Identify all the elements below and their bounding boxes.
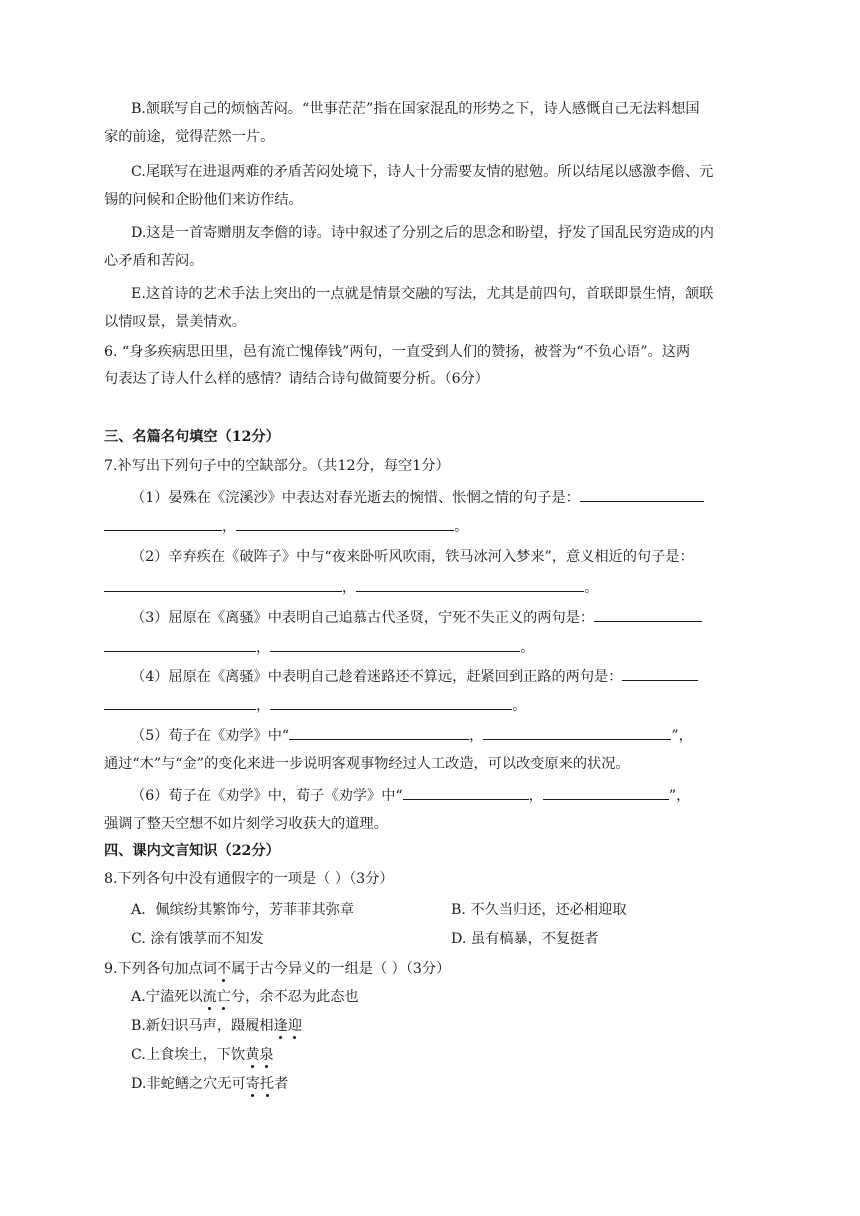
q9-stem-not-dotted: 不 <box>216 961 232 977</box>
q7-blank-2b[interactable] <box>356 577 584 592</box>
q6-line2: 句表达了诗人什么样的感情？请结合诗句做简要分析。（6分） <box>104 371 489 387</box>
q9-option-c <box>131 1045 274 1065</box>
q5-option-b-line1: B.颔联写自己的烦恼苦闷。“世事茫茫”指在国家混乱的形势之下，诗人感慨自己无法料想国 <box>131 101 700 117</box>
q5-option-d-line2: 心矛盾和苦闷。 <box>104 253 204 269</box>
q9-stem-pre: 9.下列各句加点词 <box>104 961 217 977</box>
q9-option-d <box>131 1074 288 1094</box>
period: 。 <box>512 698 527 714</box>
q7-item-4-text: （4）屈原在《离骚》中表明自己趁着迷路还不算远，赶紧回到正路的两句是： <box>131 669 623 685</box>
q9-b-text: B.新妇识马声，蹑履相 <box>131 1018 274 1034</box>
q7-item-5-line2: 通过“木”与“金”的变化来进一步说明客观事物经过人工改造，可以改变原来的状况。 <box>104 756 630 772</box>
period: 。 <box>584 580 599 596</box>
q5-option-c-line2: 锡的问候和企盼他们来访作结。 <box>104 192 303 208</box>
q7-blank-4a[interactable] <box>622 666 698 681</box>
q9-option-b <box>131 1016 302 1036</box>
q9-a-text: A.宁溘死以 <box>131 989 203 1005</box>
section-4-heading: 四、课内文言知识（22分） <box>104 843 280 859</box>
q7-item-4 <box>131 666 698 687</box>
q8-option-a: A．佩缤纷其繁饰兮，芳菲菲其弥章 <box>131 902 355 918</box>
q7-item-6-text: （6）荀子在《劝学》中，荀子《劝学》中“ <box>131 788 403 804</box>
comma: ， <box>528 788 543 804</box>
q7-blank-6a[interactable] <box>403 785 529 800</box>
q7-blank-1c[interactable] <box>236 516 454 531</box>
q9-stem <box>104 959 450 979</box>
q7-blank-1a[interactable] <box>580 487 704 502</box>
dotted-char: 托 <box>259 1076 275 1092</box>
q7-blank-2a[interactable] <box>104 577 342 592</box>
q7-item-1 <box>131 487 704 508</box>
q9-d-text: D.非蛇鳝之穴无可 <box>131 1076 246 1092</box>
q7-item-6-line2: 强调了整天空想不如片刻学习收获大的道理。 <box>104 816 388 832</box>
close-quote: ”， <box>671 728 693 744</box>
q7-blank-6b[interactable] <box>543 785 669 800</box>
q7-stem: 7.补写出下列句子中的空缺部分。（共12分，每空1分） <box>104 458 450 474</box>
q9-stem-post: 属于古今异义的一组是（ ）（3分） <box>231 961 451 977</box>
q7-item-5-text: （5）荀子在《劝学》中“ <box>131 728 290 744</box>
dotted-char: 亡 <box>216 989 231 1005</box>
q5-option-e-line1: E.这首诗的艺术手法上突出的一点就是情景交融的写法，尤其是前四句，首联即景生情，颔联 <box>131 286 714 302</box>
dotted-char: 黄 <box>245 1047 260 1063</box>
q7-blank-3b[interactable] <box>104 637 256 652</box>
comma: ， <box>469 728 484 744</box>
q7-blank-3c[interactable] <box>270 637 520 652</box>
q8-option-c: C. 涂有饿莩而不知发 <box>131 931 264 947</box>
q5-option-c-line1: C.尾联写在进退两难的矛盾苦闷处境下，诗人十分需要友情的慰勉。所以结尾以感激李儋、元 <box>131 164 714 180</box>
q8-stem: 8.下列各句中没有通假字的一项是（ ）（3分） <box>104 871 394 887</box>
section-3-heading: 三、名篇名句填空（12分） <box>104 429 280 445</box>
q7-item-3-text: （3）屈原在《离骚》中表明自己追慕古代圣贤，宁死不失正义的两句是： <box>131 610 595 626</box>
q5-option-e-line2: 以情叹景，景美情欢。 <box>104 314 246 330</box>
q8-option-b: B. 不久当归还，还必相迎取 <box>451 902 627 918</box>
q7-item-5 <box>131 725 693 746</box>
q5-option-d-line1: D.这是一首寄赠朋友李儋的诗。诗中叙述了分别之后的思念和盼望，抒发了国乱民穷造成的内 <box>131 225 714 241</box>
q7-item-2: （2）辛弃疾在《破阵子》中与“夜来卧听风吹雨，铁马冰河入梦来”，意义相近的句子是： <box>131 549 694 565</box>
dotted-char: 迎 <box>287 1018 303 1034</box>
q6-line1: 6. “身多疾病思田里，邑有流亡愧俸钱”两句，一直受到人们的赞扬，被誉为“不负心语”。这两 <box>104 344 691 360</box>
comma: ， <box>222 519 237 535</box>
dotted-char: 逢 <box>273 1018 288 1034</box>
dotted-char: 流 <box>202 989 217 1005</box>
dotted-char: 寄 <box>245 1076 260 1092</box>
q7-item-3-line2 <box>104 637 534 658</box>
q5-option-b-line2: 家的前途，觉得茫然一片。 <box>104 129 275 145</box>
q7-blank-4c[interactable] <box>270 695 512 710</box>
comma: ， <box>342 580 357 596</box>
q7-blank-5b[interactable] <box>483 725 671 740</box>
q7-item-6 <box>131 785 690 806</box>
q7-item-1-text: （1）晏殊在《浣溪沙》中表达对春光逝去的惋惜、怅惘之情的句子是： <box>131 490 580 506</box>
q9-a-text-end: 兮，余不忍为此态也 <box>230 989 359 1005</box>
dotted-char: 泉 <box>259 1047 274 1063</box>
q7-blank-1b[interactable] <box>104 516 222 531</box>
q7-item-3 <box>131 607 702 628</box>
period: 。 <box>520 640 535 656</box>
q8-option-d: D. 虽有槁暴，不复挺者 <box>451 931 599 947</box>
q9-d-text-end: 者 <box>274 1076 289 1092</box>
q7-item-2-line2 <box>104 577 598 598</box>
q9-c-text: C.上食埃土，下饮 <box>131 1047 246 1063</box>
q7-blank-4b[interactable] <box>104 695 256 710</box>
q7-blank-5a[interactable] <box>289 725 469 740</box>
q7-item-4-line2 <box>104 695 526 716</box>
q9-option-a <box>131 987 359 1007</box>
comma: ， <box>256 640 271 656</box>
close-quote: ”， <box>668 788 691 804</box>
period: 。 <box>454 519 469 535</box>
q7-blank-3a[interactable] <box>594 607 702 622</box>
q7-item-1-line2 <box>104 516 468 537</box>
comma: ， <box>256 698 271 714</box>
